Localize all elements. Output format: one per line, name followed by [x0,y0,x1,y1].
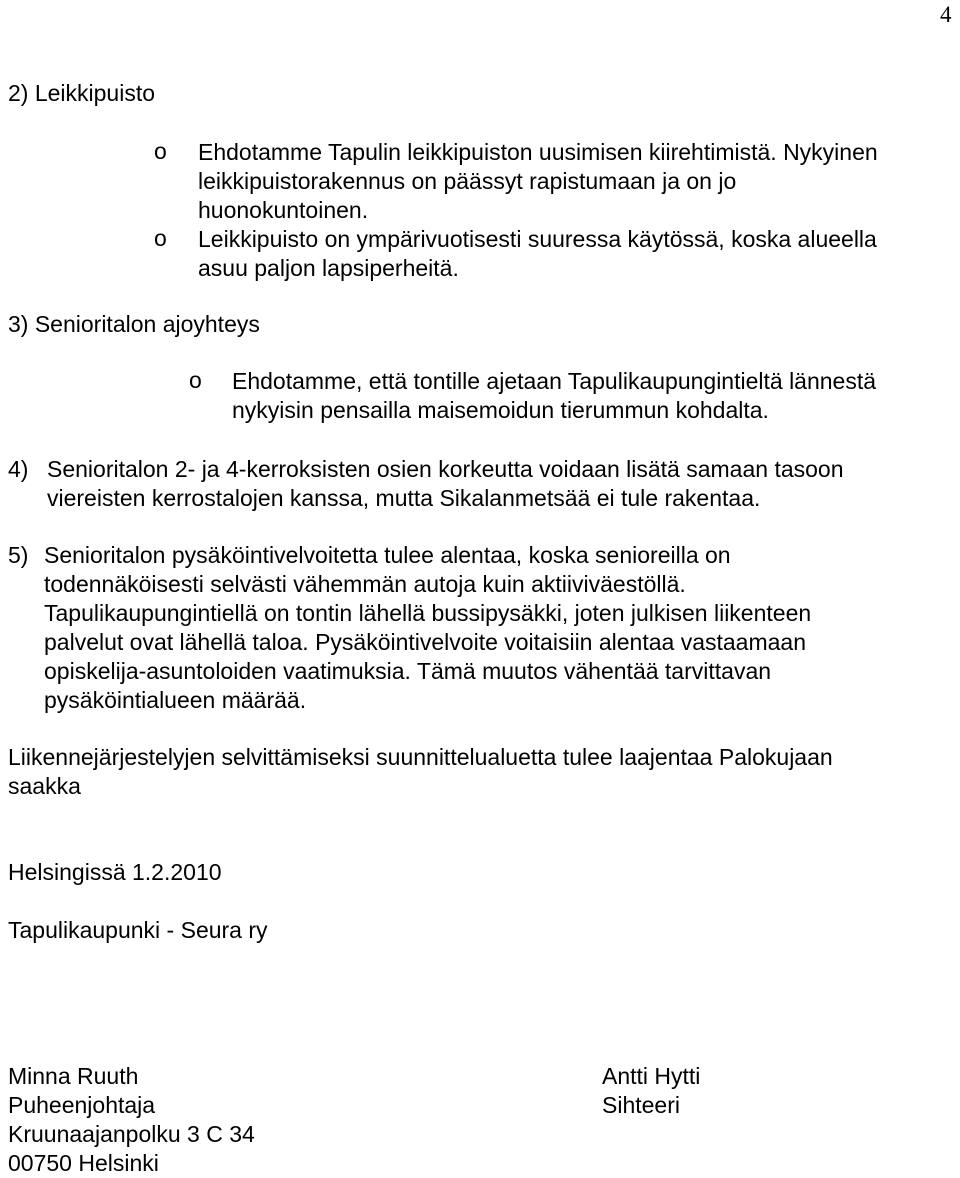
bullet-marker: o [154,225,167,251]
organization-name: Tapulikaupunki - Seura ry [8,917,268,943]
closing-line2: saakka [8,773,81,799]
signatory1-name: Minna Ruuth [8,1063,139,1089]
section4-line2: viereisten kerrostalojen kanssa, mutta Sikalanmetsää ei tule rakentaa. [47,485,761,511]
section3-item1-line2: nykyisin pensailla maisemoidun tierummun kohdalta. [232,397,769,423]
signatory1-address-line2: 00750 Helsinki [8,1150,159,1176]
section5-line4: palvelut ovat lähellä taloa. Pysäköintivelvoite voitaisiin alentaa vastaamaan [44,629,807,655]
section2-heading: 2) Leikkipuisto [8,80,156,106]
date-line: Helsingissä 1.2.2010 [8,859,222,885]
section5-line1: Senioritalon pysäköintivelvoitetta tulee alentaa, koska senioreilla on [44,542,731,568]
section5-line6: pysäköintialueen määrää. [44,687,307,713]
closing-line1: Liikennejärjestelyjen selvittämiseksi suunnittelualuetta tulee laajentaa Palokujaan [8,744,833,770]
page-number: 4 [940,2,952,27]
signatory2-title: Sihteeri [602,1092,680,1118]
section4-line1: Senioritalon 2- ja 4-kerroksisten osien korkeutta voidaan lisätä samaan tasoon [47,456,844,482]
signatory1-title: Puheenjohtaja [8,1092,156,1118]
section2-item2-line1: Leikkipuisto on ympärivuotisesti suuressa käytössä, koska alueella [198,226,877,252]
section2-item1-line2: leikkipuistorakennus on päässyt rapistumaan ja on jo [198,168,737,194]
signatory2-name: Antti Hytti [602,1063,701,1089]
section3-heading: 3) Senioritalon ajoyhteys [8,311,260,337]
section2-item1-line3: huonokuntoinen. [198,197,369,223]
bullet-marker: o [189,367,202,393]
section5-line3: Tapulikaupungintiellä on tontin lähellä bussipysäkki, joten julkisen liikenteen [44,600,812,626]
signatory1-address-line1: Kruunaajanpolku 3 C 34 [8,1121,255,1147]
section5-number: 5) [8,542,29,568]
bullet-marker: o [154,138,167,164]
section2-item2-line2: asuu paljon lapsiperheitä. [198,255,459,281]
section3-item1-line1: Ehdotamme, että tontille ajetaan Tapulikaupungintieltä lännestä [232,368,877,394]
section5-line2: todennäköisesti selvästi vähemmän autoja kuin aktiiviväestöllä. [44,571,686,597]
section5-line5: opiskelija-asuntoloiden vaatimuksia. Tämä muutos vähentää tarvittavan [44,658,772,684]
section2-item1-line1: Ehdotamme Tapulin leikkipuiston uusimisen kiirehtimistä. Nykyinen [198,139,878,165]
section4-number: 4) [8,456,29,482]
